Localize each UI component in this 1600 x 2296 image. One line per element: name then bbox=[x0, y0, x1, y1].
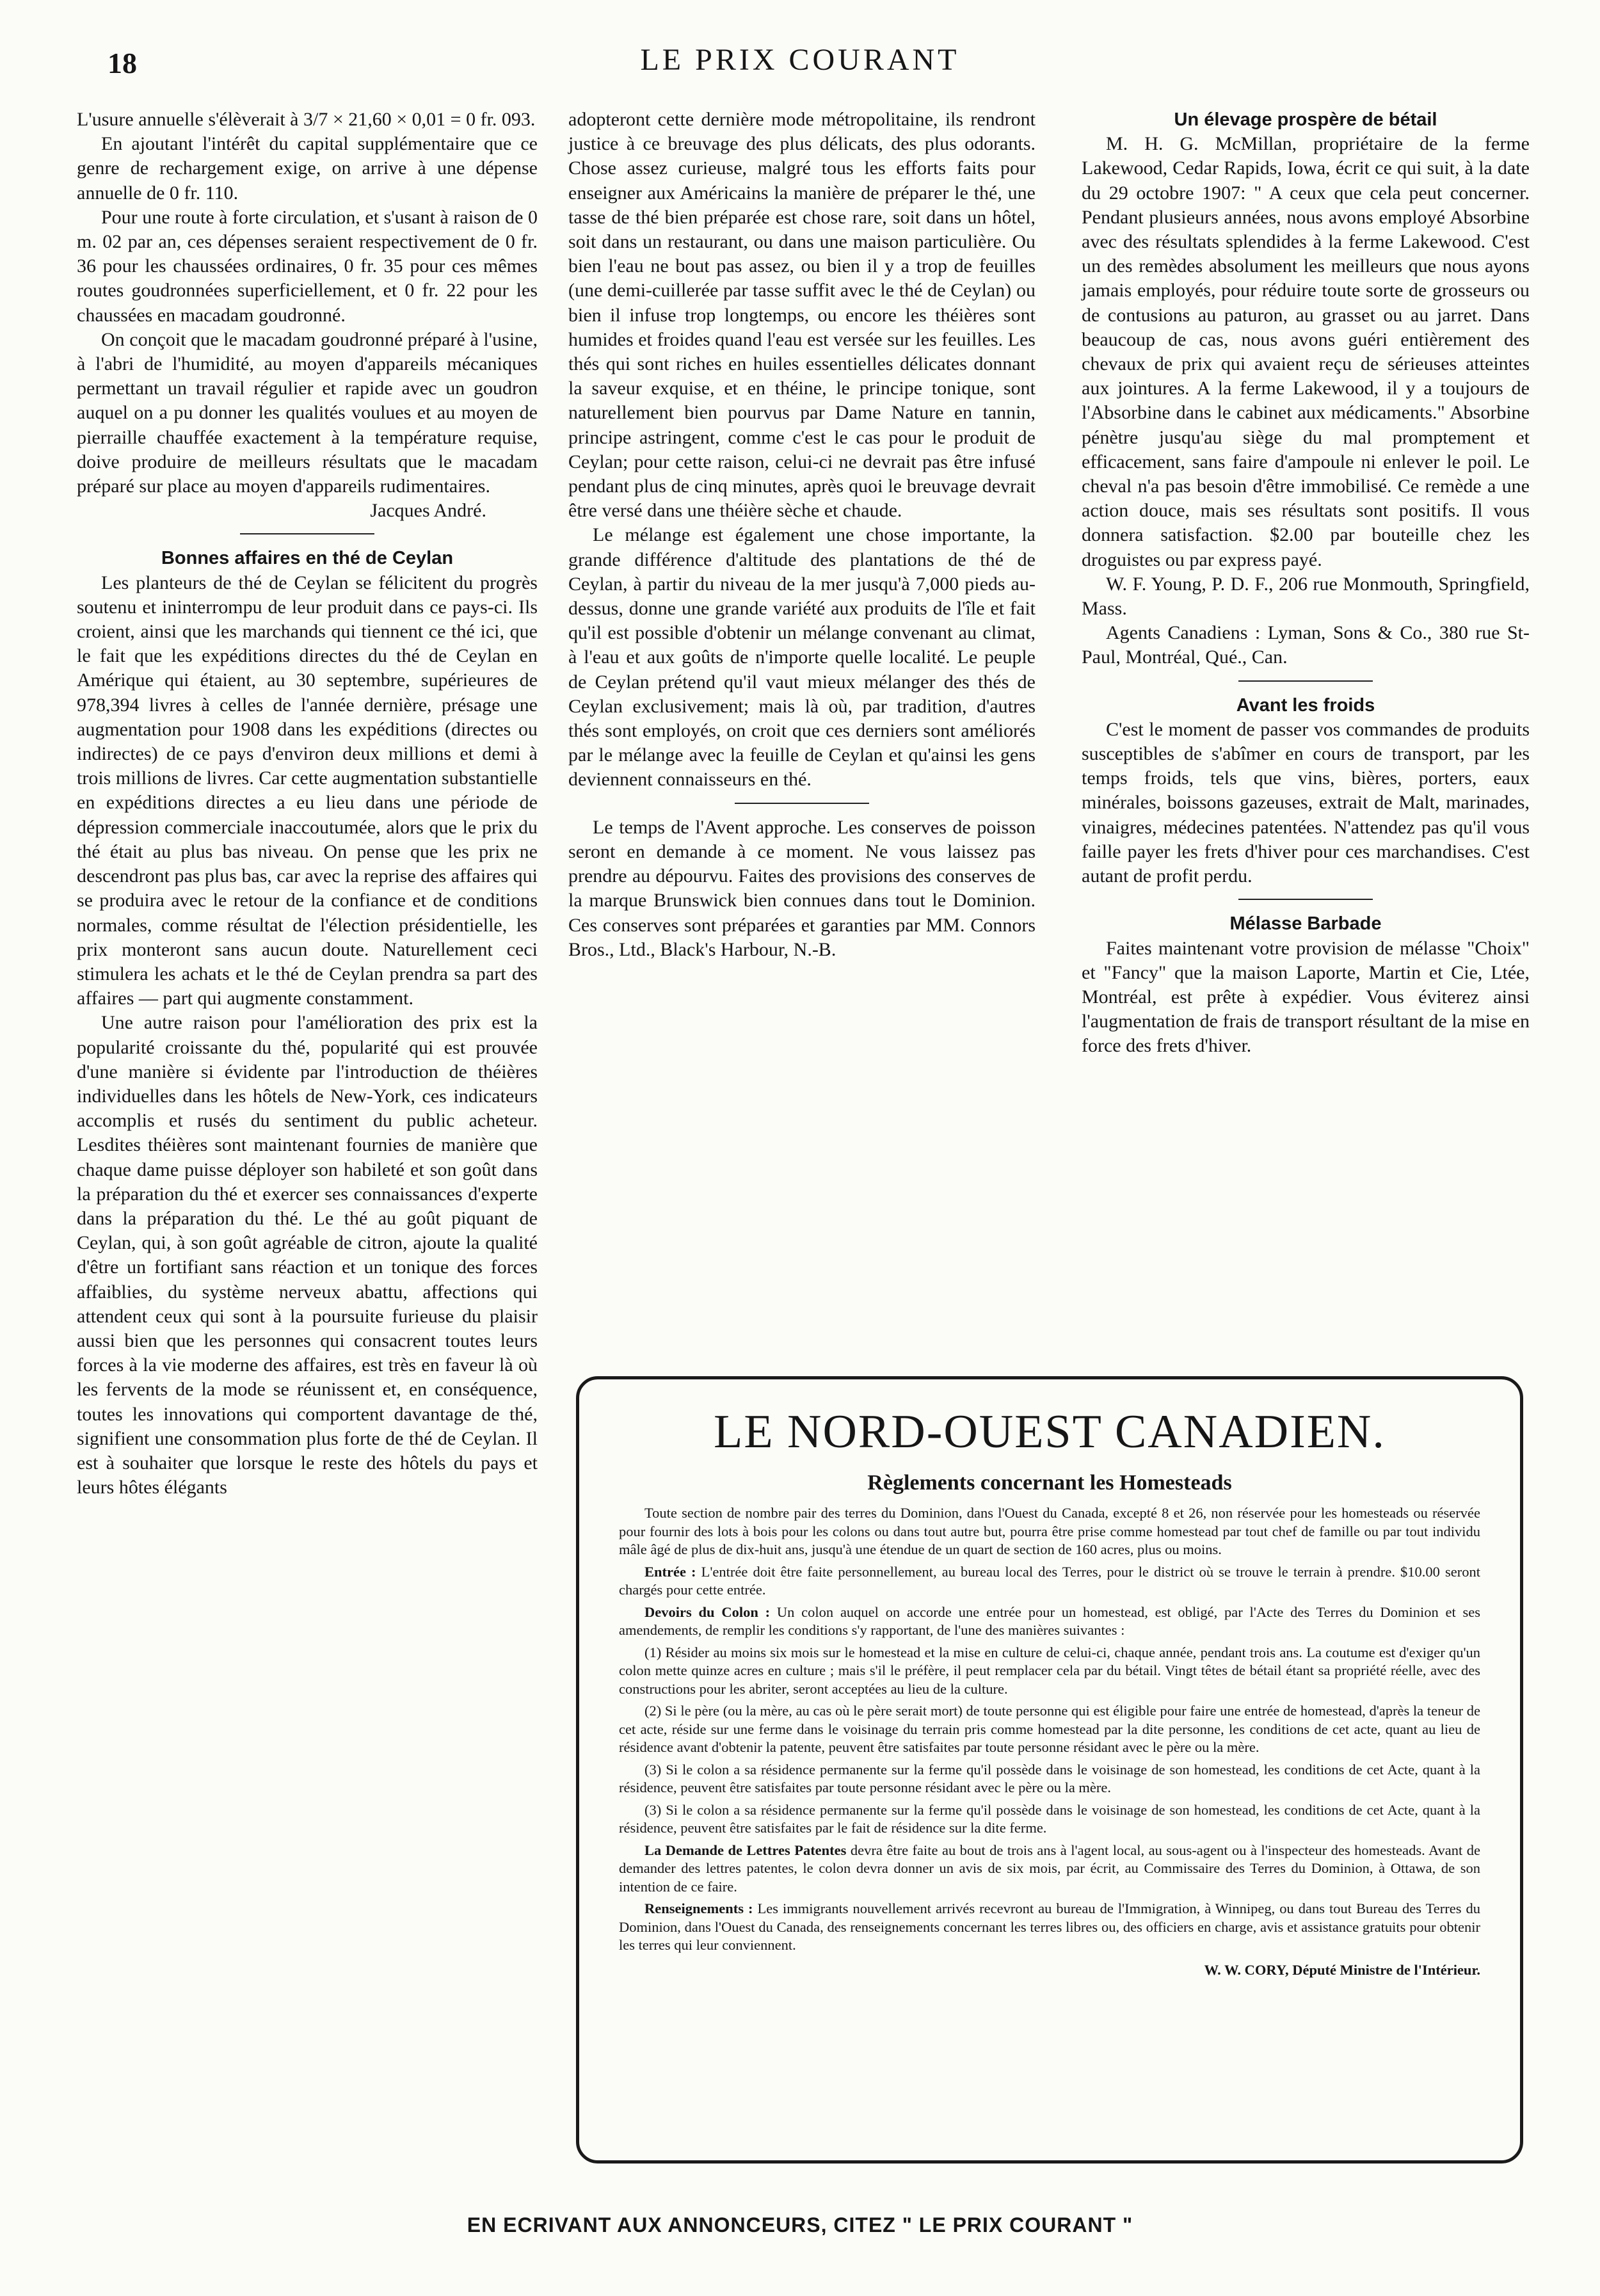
ad-text: Les immigrants nouvellement arrivés recevront au bureau de l'Immigration, à Winnipeg, ou dans tout Bureau des Terres du Dominion, dans l'Ouest du Canada, des renseignements concernant les terres libres ou, des officiers en charge, avis et assistance gratuits pour obtenir les terres qui leur conviennent. bbox=[619, 1900, 1480, 1953]
ad-paragraph bbox=[619, 1603, 1480, 1640]
author-signature: Jacques André. bbox=[370, 500, 486, 522]
ad-label: Renseignements : bbox=[644, 1900, 753, 1916]
ad-signature: W. W. CORY, Député Ministre de l'Intérieur. bbox=[1204, 1961, 1480, 1978]
column-2 bbox=[568, 108, 1036, 962]
column-3 bbox=[1082, 108, 1530, 1059]
ad-paragraph: (1) Résider au moins six mois sur le homestead et la mise en culture de celui-ci, chaque année, pendant trois ans. La coutume est d'exiger qu'un colon mette quinze acres en culture ; mais s'il le préfère, il peut remplacer cela par du bétail. Vingt têtes de bétail étant sa propriété réelle, avec des constructions pour les abriter, seront acceptées au lieu de la culture. bbox=[619, 1644, 1480, 1697]
paragraph: On conçoit que le macadam goudronné préparé à l'usine, à l'abri de l'humidité, au moyen d'appareils mécaniques permettant un travail régulier et rapide avec un goudron auquel on a pu donner les qualités voulues et au moyen de pierraille chauffée exactement à la température requise, doive produire de meilleurs résultats que le macadam préparé sur place au moyen d'appareils rudimentaires. bbox=[77, 328, 538, 497]
ad-paragraph bbox=[619, 1900, 1480, 1955]
ad-title: LE NORD-OUEST CANADIEN. bbox=[714, 1406, 1386, 1458]
masthead-title: LE PRIX COURANT bbox=[640, 43, 960, 77]
column-1 bbox=[77, 108, 538, 1500]
page-footer: EN ECRIVANT AUX ANNONCEURS, CITEZ " LE PRIX COURANT " bbox=[467, 2213, 1133, 2236]
divider bbox=[735, 803, 869, 804]
article-heading: Un élevage prospère de bétail bbox=[1174, 109, 1437, 130]
ad-label: Entrée : bbox=[644, 1563, 696, 1580]
article-heading: Avant les froids bbox=[1236, 694, 1375, 716]
paragraph: Faites maintenant votre provision de mélasse "Choix" et "Fancy" que la maison Laporte, Martin et Cie, Ltée, Montréal, est prête à expédier. Vous éviterez ainsi l'augmentation de frais de transport résultant de la mise en force des frets d'hiver. bbox=[1082, 937, 1530, 1057]
paragraph: W. F. Young, P. D. F., 206 rue Monmouth, Springfield, Mass. bbox=[1082, 573, 1530, 620]
ad-paragraph: (2) Si le père (ou la mère, au cas où le père serait mort) de toute personne qui est éligible pour faire une entrée de homestead, d'après la teneur de cet acte, réside sur une ferme dans le voisinage du terrain pris comme homestead par la dite personne, les conditions de cet acte, quant au lieu de résidence avant d'obtenir la patente, peuvent être satisfaites par toute personne résidant avec le père ou la mère. bbox=[619, 1703, 1480, 1755]
ad-paragraph bbox=[619, 1842, 1480, 1897]
paragraph: Le mélange est également une chose importante, la grande différence d'altitude des plantations de thé de Ceylan, à partir du niveau de la mer jusqu'à 7,000 pieds au-dessus, donne une grande variété aux produits de l'île et fait qu'il est possible d'obtenir un mélange convenant au climat, à l'eau et aux goûts de n'importe quelle localité. Le peuple de Ceylan prétend qu'il vaut mieux mélanger des thés de Ceylan exclusivement; mais là où, par tradition, d'autres thés sont employés, on croit que ces derniers sont améliorés par le mélange avec la feuille de Ceylan et qu'ainsi les gens deviennent connaisseurs en thé. bbox=[568, 524, 1036, 791]
ad-text: L'entrée doit être faite personnellement, au bureau local des Terres, pour le district où se trouve le terrain à prendre. $10.00 seront chargés pour cette entrée. bbox=[619, 1563, 1480, 1598]
paragraph: En ajoutant l'intérêt du capital supplémentaire que ce genre de rechargement exige, on arrive à une dépense annuelle de 0 fr. 110. bbox=[77, 133, 538, 204]
paragraph: L'usure annuelle s'élèverait à 3/7 × 21,60 × 0,01 = 0 fr. 093. bbox=[77, 109, 536, 130]
ad-text: devra être faite au bout de trois ans à l'agent local, au sous-agent ou à l'inspecteur des homesteads. Avant de demander des lettres patentes, le colon devra donner un avis de six mois, par écrit, au Commissaire des Terres du Dominion, à Ottawa, de son intention de ce faire. bbox=[619, 1842, 1480, 1895]
ad-paragraph bbox=[619, 1563, 1480, 1600]
homestead-advertisement bbox=[576, 1376, 1523, 2164]
paragraph: M. H. G. McMillan, propriétaire de la ferme Lakewood, Cedar Rapids, Iowa, écrit ce qui suit, à la date du 29 octobre 1907: " A ceux que cela peut concerner. Pendant plusieurs années, nous avons employé Absorbine avec des résultats splendides à la ferme Lakewood. C'est un des remèdes absolument les meilleurs que nous ayons jamais employés, pour réduire toute sorte de grosseurs ou de contusions au paturon, au grasset ou au jarret. Dans beaucoup de cas, nous avons guéri entièrement des chevaux de prix qui avaient reçu de sérieuses atteintes aux jointures. A la ferme Lakewood, il y a toujours de l'Absorbine dans le cabinet aux médicaments." Absorbine pénètre jusqu'au siège du mal promptement et efficacement, sans faire d'ampoule ni enlever le poil. Le cheval n'a pas besoin d'être immobilisé. Ce remède a une action douce, mais ses résultats sont positifs. Il vous donnera satisfaction. $2.00 par bouteille chez les droguistes ou par express payé. bbox=[1082, 133, 1530, 570]
paragraph: Pour une route à forte circulation, et s'usant à raison de 0 m. 02 par an, ces dépenses seraient respectivement de 0 fr. 36 pour les chaussées ordinaires, 0 fr. 35 pour ces mêmes routes goudronnées superficiellement, et 0 fr. 22 pour les chaussées en macadam goudronné. bbox=[77, 206, 538, 326]
ad-paragraph: (3) Si le colon a sa résidence permanente sur la ferme qu'il possède dans le voisinage de son homestead, les conditions de cet Acte, quant à la résidence, peuvent être satisfaites par toute personne résidant avec le père ou la mère. bbox=[619, 1761, 1480, 1795]
paragraph: adopteront cette dernière mode métropolitaine, ils rendront justice à ce breuvage des plus délicats, des plus odorants. Chose assez curieuse, malgré tous les efforts faits pour enseigner aux Américains la manière de préparer le thé, une tasse de thé bien préparée est chose rare, soit dans un hôtel, soit dans un restaurant, ou dans une maison particulière. Ou bien l'eau ne bout pas assez, ou bien il y a trop de feuilles (une demi-cuillerée par tasse suffit avec le thé de Ceylan) ou bien il infuse trop longtemps, ou encore les théières sont humides et froides quand l'eau est versée sur les feuilles. Les thés qui sont riches en huiles essentielles délicates donnant la saveur exquise, et en théine, le principe tonique, sont naturellement bien pourvus par Dame Nature en tannin, principe astringent, comme c'est le cas pour le produit de Ceylan; pour cette raison, celui-ci ne devrait pas être infusé pendant plus de cinq minutes, après quoi le breuvage devrait être versé dans une théière sèche et chaude. bbox=[568, 109, 1036, 522]
ad-paragraph: Toute section de nombre pair des terres du Dominion, dans l'Ouest du Canada, excepté 8 et 26, non réservée pour les homesteads ou réservée pour fournir des lots à bois pour les colons ou dans tout autre but, pourra être prise comme homestead par tout chef de famille ou par tout individu mâle âgé de plus de dix-huit ans, jusqu'à une étendue de un quart de section de 160 acres, plus ou moins. bbox=[619, 1505, 1480, 1557]
ad-text: Un colon auquel on accorde une entrée pour un homestead, est obligé, par l'Acte des Terres du Dominion et ses amendements, de remplir les conditions s'y rapportant, de l'une des manières suivantes : bbox=[619, 1603, 1480, 1638]
divider bbox=[1238, 899, 1373, 900]
page-number: 18 bbox=[108, 47, 137, 79]
ad-label: Devoirs du Colon : bbox=[644, 1603, 771, 1620]
divider bbox=[1238, 680, 1373, 682]
ad-paragraph: (3) Si le colon a sa résidence permanente sur la ferme qu'il possède dans le voisinage de son homestead, les conditions de cet Acte, quant à la résidence, peuvent être satisfaites par le fait de résidence sur la dite ferme. bbox=[619, 1801, 1480, 1836]
article-heading: Bonnes affaires en thé de Ceylan bbox=[161, 548, 454, 569]
ad-subtitle: Règlements concernant les Homesteads bbox=[867, 1471, 1232, 1495]
paragraph: Agents Canadiens : Lyman, Sons & Co., 380 rue St-Paul, Montréal, Qué., Can. bbox=[1082, 622, 1530, 668]
paragraph: C'est le moment de passer vos commandes de produits susceptibles de s'abîmer en cours de transport, par les temps froids, tels que vins, bières, porters, eaux minérales, boissons gazeuses, extrait de Malt, marinades, vinaigres, médecines patentées. N'attendez pas qu'il vous faille payer les frets d'hiver pour ces marchandises. C'est autant de profit perdu. bbox=[1082, 718, 1530, 887]
article-heading: Mélasse Barbade bbox=[1229, 913, 1382, 935]
divider bbox=[240, 533, 374, 534]
paragraph: Une autre raison pour l'amélioration des prix est la popularité croissante du thé, popularité qui est prouvée d'une manière si évidente par l'introduction de théières individuelles dans les hôtels de New-York, ces indicateurs accomplis et rusés du sentiment du public acheteur. Lesdites théières sont maintenant fournies de manière que chaque dame puisse déployer son habileté et son goût dans la préparation du thé et exercer ses connaissances d'experte dans la préparation du thé. Le thé au goût piquant de Ceylan, qui, à son goût agréable de citron, ajoute la qualité d'être un fortifiant sans réaction et un tonique des forces affaiblies, du système nerveux abattu, affections qui attendent ceux qui sont à la poursuite furieuse du plaisir aussi bien que les personnes qui consacrent toutes leurs forces à la vie moderne des affaires, est très en faveur là où les fervents de la mode se réunissent et, en conséquence, toutes les innovations qui comportent davantage de thé, signifient une consommation plus forte de thé de Ceylan. Il est à souhaiter que lorsque le reste des hôtels du pays et leurs hôtes élégants bbox=[77, 1012, 538, 1498]
paragraph: Les planteurs de thé de Ceylan se félicitent du progrès soutenu et ininterrompu de leur produit dans ce pays-ci. Ils croient, ainsi que les marchands qui tiennent ce thé ici, que le fait que les expéditions directes du thé de Ceylan en Amérique qui étaient, au 30 septembre, supérieures de 978,394 livres à celles de l'année dernière, présage une augmentation pour 1908 dans les expéditions (directes ou indirectes) de ce pays d'environ deux millions et demi à trois millions de livres. Car cette augmentation substantielle en expéditions directes a eu lieu dans une période de dépression commerciale inaccoutumée, alors que le prix du thé était au plus bas niveau. On pense que les prix ne descendront pas plus bas, car avec la reprise des affaires qui se produira avec le retour de la confiance et de conditions normales, comme résultat de l'élection présidentielle, les prix monteront sans aucun doute. Naturellement ceci stimulera les achats et le thé de Ceylan prendra sa part des affaires — part qui augmente constamment. bbox=[77, 572, 538, 1009]
ad-label: La Demande de Lettres Patentes bbox=[644, 1842, 847, 1858]
paragraph: Le temps de l'Avent approche. Les conserves de poisson seront en demande à ce moment. Ne vous laissez pas prendre au dépourvu. Faites des provisions des conserves de la marque Brunswick bien connues dans tout le Dominion. Ces conserves sont préparées et garanties par MM. Connors Bros., Ltd., Black's Harbour, N.-B. bbox=[568, 816, 1036, 960]
